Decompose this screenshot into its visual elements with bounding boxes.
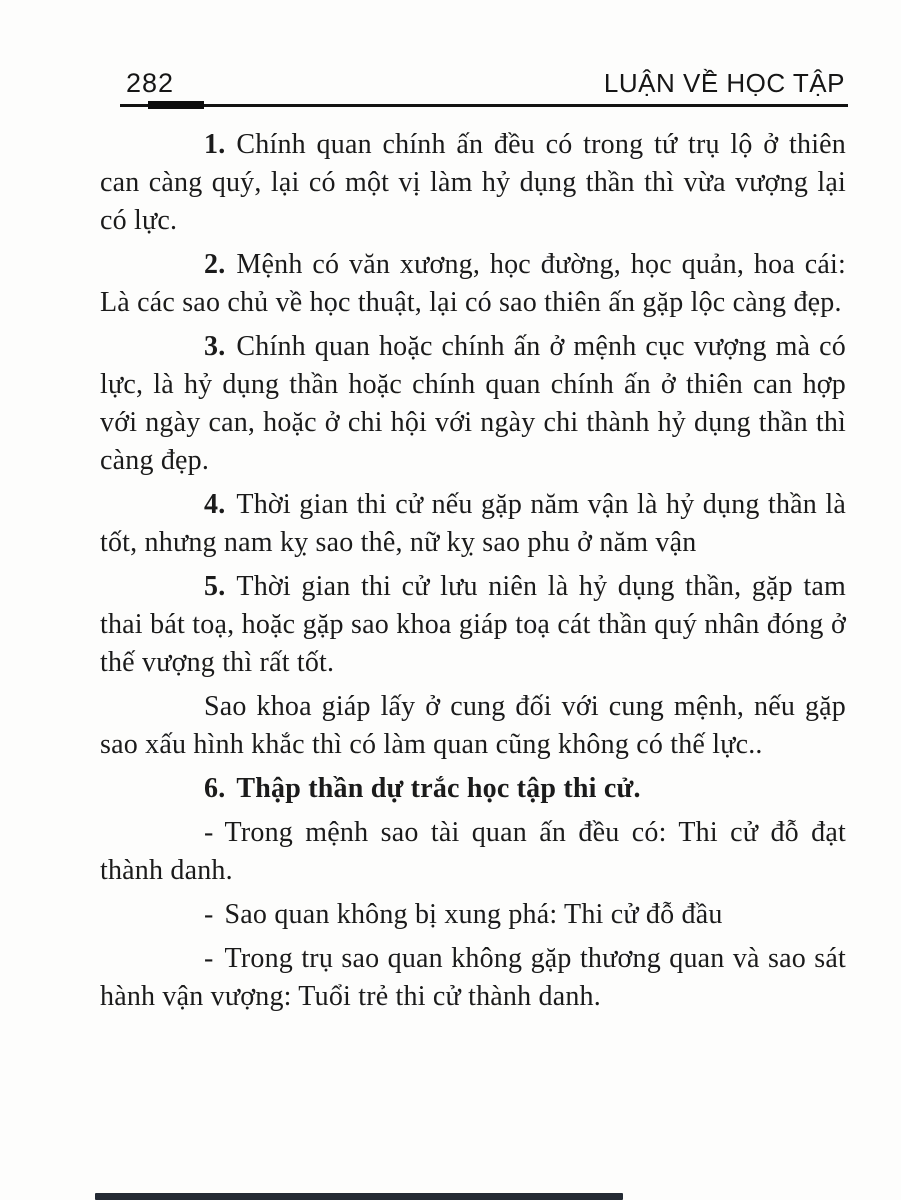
paragraph-1	[100, 126, 846, 240]
header-rule-thick-segment	[148, 101, 204, 109]
paragraph-text: Chính quan hoặc chính ấn ở mệnh cục vượng mà có lực, là hỷ dụng thần hoặc chính quan chính ấn ở thiên can hợp với ngày can, hoặc ở chi hội với ngày chi thành hỷ dụng thần thì càng đẹp.	[100, 331, 846, 476]
bullet-text: Trong mệnh sao tài quan ấn đều có: Thi cử đỗ đạt thành danh.	[100, 817, 846, 886]
dash-bullet: -	[204, 817, 214, 848]
scan-shadow-bar	[95, 1193, 623, 1200]
section-heading-text: Thập thần dự trắc học tập thi cử.	[236, 773, 641, 804]
dash-bullet: -	[204, 899, 214, 930]
paragraph-text: Thời gian thi cử nếu gặp năm vận là hỷ dụng thần là tốt, nhưng nam kỵ sao thê, nữ kỵ sao phu ở năm vận	[100, 489, 846, 558]
paragraph-text: Chính quan chính ấn đều có trong tứ trụ lộ ở thiên can càng quý, lại có một vị làm hỷ dụng thần thì vừa vượng lại có lực.	[100, 129, 846, 236]
paragraph-6	[100, 688, 846, 764]
paragraph-marker: 5.	[204, 571, 226, 602]
paragraph-2	[100, 246, 846, 322]
paragraph-text: Thời gian thi cử lưu niên là hỷ dụng thần, gặp tam thai bát toạ, hoặc gặp sao khoa giáp toạ cát thần quý nhân đóng ở thế vượng thì rất tốt.	[100, 571, 846, 678]
page-body	[100, 126, 846, 1022]
paragraph-marker: 4.	[204, 489, 226, 520]
header-rule	[120, 104, 848, 107]
paragraph-text: Mệnh có văn xương, học đường, học quản, hoa cái: Là các sao chủ về học thuật, lại có sao thiên ấn gặp lộc càng đẹp.	[100, 249, 846, 318]
paragraph-4	[100, 486, 846, 562]
bullet-item-1	[100, 814, 846, 890]
paragraph-5	[100, 568, 846, 682]
running-header-title: LUẬN VỀ HỌC TẬP	[603, 68, 845, 98]
paragraph-text: Sao khoa giáp lấy ở cung đối với cung mệnh, nếu gặp sao xấu hình khắc thì có làm quan cũng không có thế lực..	[100, 691, 846, 760]
paragraph-3	[100, 328, 846, 480]
bullet-item-3	[100, 940, 846, 1016]
section-heading	[100, 770, 846, 808]
paragraph-marker: 1.	[204, 129, 226, 160]
bullet-text: Trong trụ sao quan không gặp thương quan và sao sát hành vận vượng: Tuổi trẻ thi cử thành danh.	[100, 943, 846, 1012]
paragraph-marker: 2.	[204, 249, 226, 280]
bullet-text: Sao quan không bị xung phá: Thi cử đỗ đầu	[224, 899, 723, 930]
section-heading-number: 6.	[204, 773, 226, 804]
paragraph-marker: 3.	[204, 331, 226, 362]
bullet-item-2	[100, 896, 846, 934]
page-number: 282	[126, 68, 175, 98]
dash-bullet: -	[204, 943, 214, 974]
